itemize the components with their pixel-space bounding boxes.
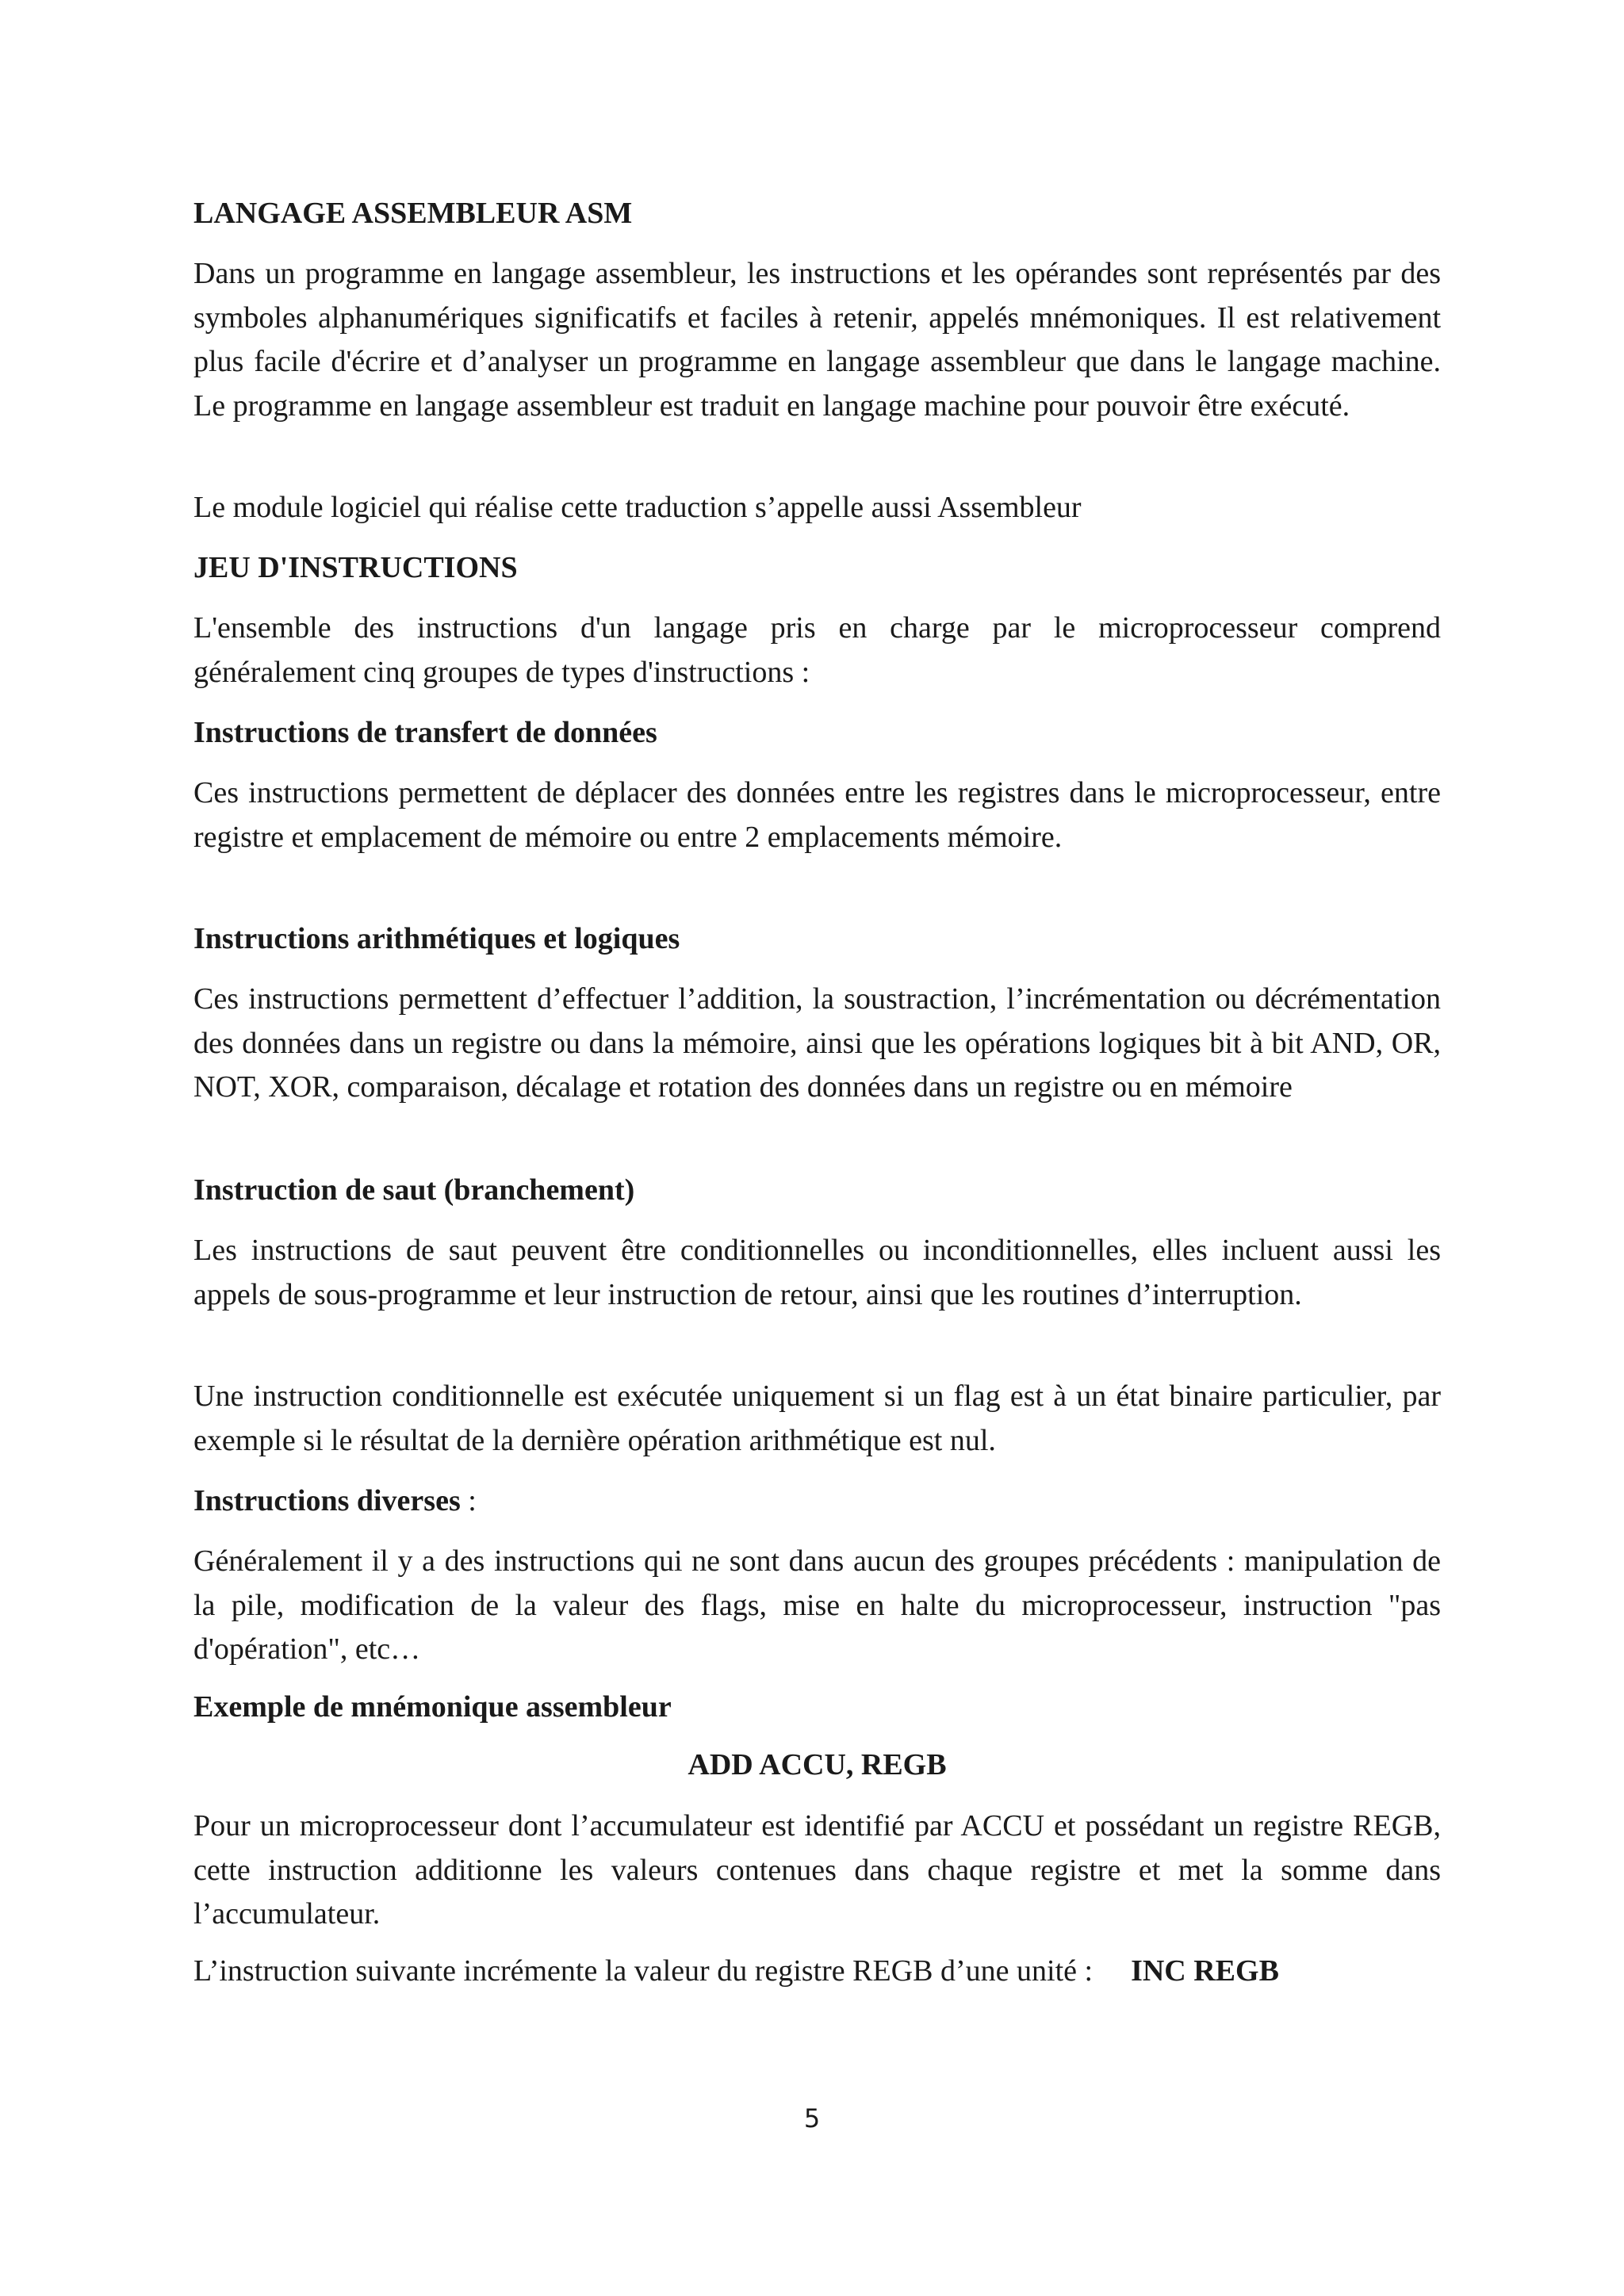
paragraph-instruction-inc [193,1950,1441,1994]
heading-transfert-donnees: Instructions de transfert de données [193,716,657,749]
paragraph-instructions-diverses: Généralement il y a des instructions qui ne sont dans aucun des groupes précédents : manipulation de la pile, modification de la valeur des flags, mise en halte du microprocesseur, instruction "pas d'opération", etc… [193,1544,1441,1666]
paragraph-transfert-donnees: Ces instructions permettent de déplacer des données entre les registres dans le microprocesseur, entre registre et emplacement de mémoire ou entre 2 emplacements mémoire. [193,776,1441,854]
paragraph-langage-assembleur: Dans un programme en langage assembleur, les instructions et les opérandes sont représentés par des symboles alphanumériques significatifs et faciles à retenir, appelés mnémoniques. Il est relativement plus facile d'écrire et d’analyser un programme en langage assembleur que dans le langage machine. Le programme en langage assembleur est traduit en langage machine pour pouvoir être exécuté. [193,257,1441,423]
heading-langage-assembleur: LANGAGE ASSEMBLEUR ASM [193,197,633,230]
paragraph-instruction-conditionnelle: Une instruction conditionnelle est exécutée uniquement si un flag est à un état binaire particulier, par exemple si le résultat de la dernière opération arithmétique est nul. [193,1380,1441,1457]
inc-description-text: L’instruction suivante incrémente la valeur du registre REGB d’une unité : [193,1954,1094,1988]
paragraph-accumulateur: Pour un microprocesseur dont l’accumulateur est identifié par ACCU et possédant un registre REGB, cette instruction additionne les valeurs contenues dans chaque registre et met la somme dans l’accumulateur. [193,1809,1441,1931]
heading-instructions-diverses: Instructions diverses [193,1484,461,1517]
heading-instructions-diverses-colon: : [460,1484,477,1517]
heading-arithmetiques-logiques: Instructions arithmétiques et logiques [193,922,680,955]
heading-exemple-mnemonique: Exemple de mnémonique assembleur [193,1690,672,1724]
code-inc-regb: INC REGB [1131,1954,1279,1988]
heading-instructions-diverses-line [193,1479,1441,1524]
heading-jeu-instructions: JEU D'INSTRUCTIONS [193,551,518,584]
page-number: 5 [803,2103,821,2133]
paragraph-jeu-instructions: L'ensemble des instructions d'un langage pris en charge par le microprocesseur comprend généralement cinq groupes de types d'instructions : [193,611,1441,689]
paragraph-instruction-saut: Les instructions de saut peuvent être conditionnelles ou inconditionnelles, elles incluent aussi les appels de sous-programme et leur instruction de retour, ainsi que les routines d’interruption. [193,1234,1441,1311]
heading-instruction-saut: Instruction de saut (branchement) [193,1173,635,1207]
paragraph-module-logiciel: Le module logiciel qui réalise cette traduction s’appelle aussi Assembleur [193,491,1082,524]
code-add-accu-regb: ADD ACCU, REGB [688,1748,947,1781]
paragraph-arithmetiques-logiques: Ces instructions permettent d’effectuer l’addition, la soustraction, l’incrémentation ou décrémentation des données dans un registre ou dans la mémoire, ainsi que les opérations logiques bit à bit AND, OR, NOT, XOR, comparaison, décalage et rotation des données dans un registre ou en mémoire [193,982,1441,1104]
